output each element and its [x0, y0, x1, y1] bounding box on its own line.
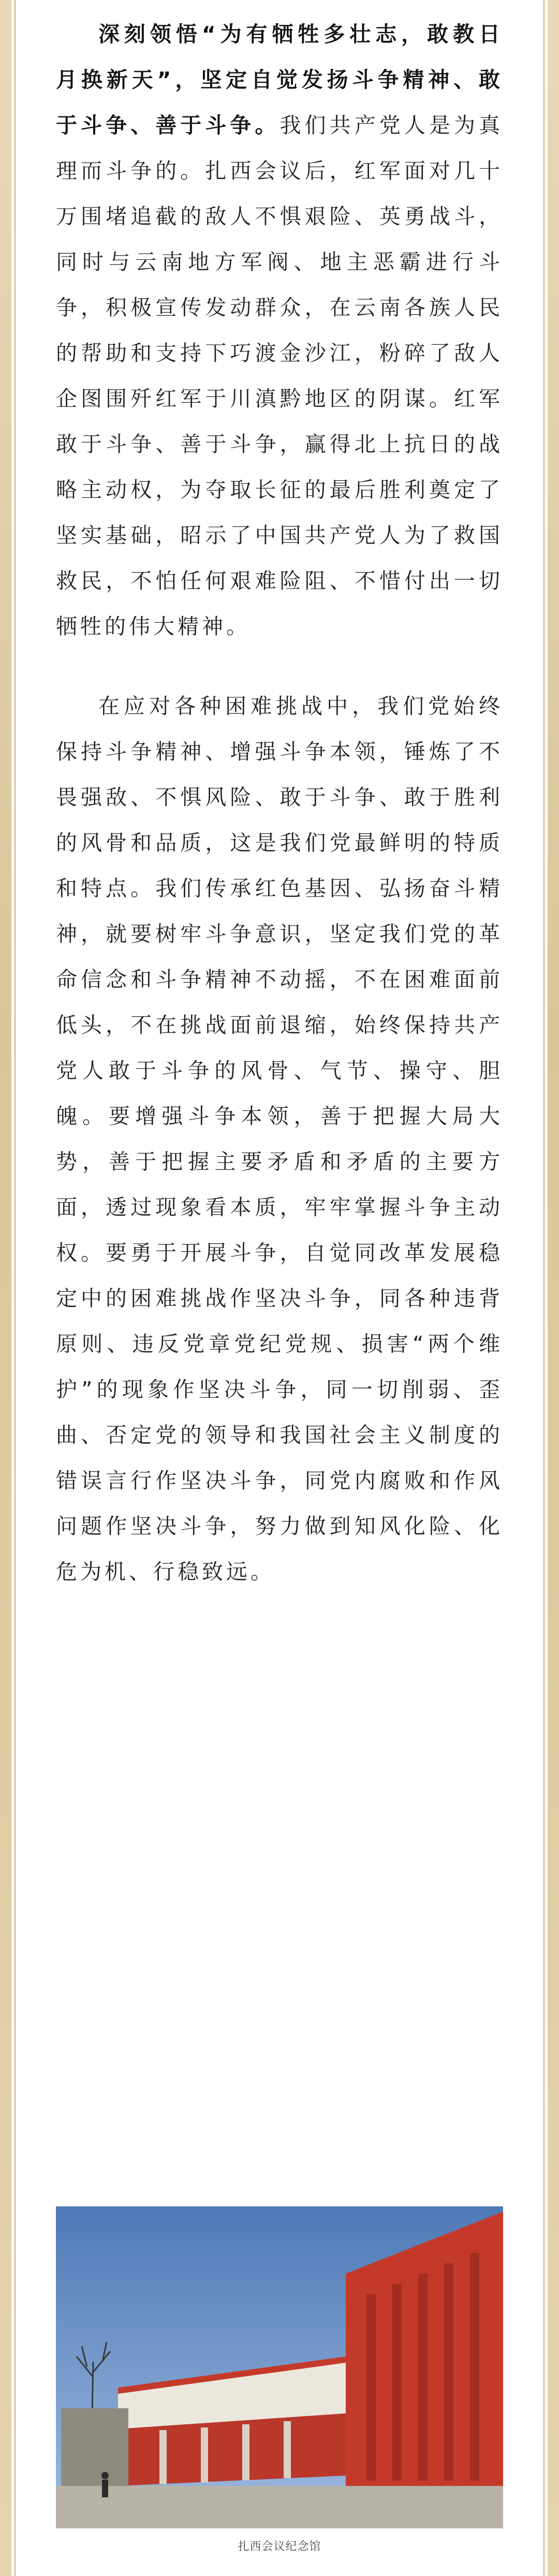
memorial-hall-photo	[56, 2206, 503, 2528]
paragraph-1	[56, 0, 503, 649]
article-body	[56, 0, 503, 1594]
paragraph-1-body: 我们共产党人是为真理而斗争的。扎西会议后，红军面对几十万围堵追截的敌人不惧艰险、英勇战斗，同时与云南地方军阀、地主恶霸进行斗争，积极宣传发动群众，在云南各族人民的帮助和支持下巧渡金沙江，粉碎了敌人企图围歼红军于川滇黔地区的阴谋。红军敢于斗争、善于斗争，赢得北上抗日的战略主动权，为夺取长征的最后胜利奠定了坚实基础，昭示了中国共产党人为了救国救民，不怕任何艰难险阻、不惜付出一切牺牲的伟大精神。	[56, 113, 504, 639]
photo-caption: 扎西会议纪念馆	[238, 2540, 321, 2553]
left-border-line	[14, 0, 16, 2576]
left-border-decoration	[0, 0, 11, 2576]
right-border-decoration	[548, 0, 559, 2576]
plaza-ground	[56, 2486, 503, 2528]
paragraph-1-lead: 深刻领悟“为有牺牲多壮志，敢教日月换新天”，坚定自觉发扬斗争精神、敢于斗争、善于斗争。	[56, 22, 503, 138]
stone-wall	[61, 2408, 128, 2491]
pedestrian	[101, 2472, 109, 2497]
memorial-hall-illustration	[56, 2206, 503, 2528]
right-border-line	[543, 0, 545, 2576]
paragraph-2: 在应对各种困难挑战中，我们党始终保持斗争精神、增强斗争本领，锤炼了不畏强敌、不惧风险、敢于斗争、敢于胜利的风骨和品质，这是我们党最鲜明的特质和特点。我们传承红色基因、弘扬奋斗精神，就要树牢斗争意识，坚定我们党的革命信念和斗争精神不动摇，不在困难面前低头，不在挑战面前退缩，始终保持共产党人敢于斗争的风骨、气节、操守、胆魄。要增强斗争本领，善于把握大局大势，善于把握主要矛盾和矛盾的主要方面，透过现象看本质，牢牢掌握斗争主动权。要勇于开展斗争，自觉同改革发展稳定中的困难挑战作坚决斗争，同各种违背原则、违反党章党纪党规、损害“两个维护”的现象作坚决斗争，同一切削弱、歪曲、否定党的领导和我国社会主义制度的错误言行作坚决斗争，同党内腐败和作风问题作坚决斗争，努力做到知风化险、化危为机、行稳致远。	[56, 694, 503, 1584]
